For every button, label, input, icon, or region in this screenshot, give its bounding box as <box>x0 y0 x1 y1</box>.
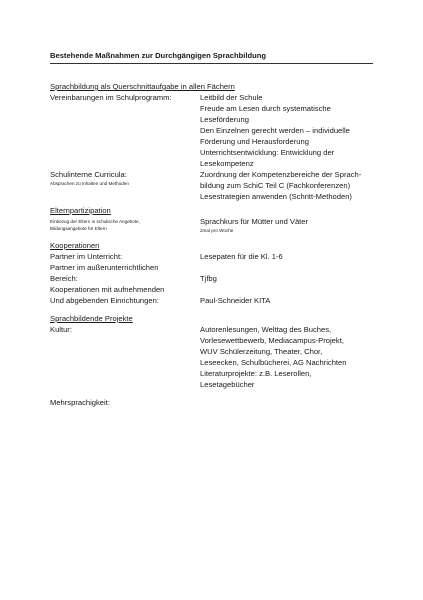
kultur-value: Lesetagebücher <box>200 380 255 389</box>
schulprogramm-value: Lesekompetenz <box>200 159 254 168</box>
curricula-label: Schulinterne Curricula: <box>50 170 127 179</box>
kooperation-value: Tjfbg <box>200 274 217 283</box>
kultur-value: Vorlesewettbewerb, Mediacampus-Projekt, <box>200 336 344 345</box>
kooperation-label: Partner im außerunterrichtlichen <box>50 263 159 272</box>
schulprogramm-value: Den Einzelnen gerecht werden – individuelle <box>200 126 350 135</box>
curricula-value: bildung zum SchiC Teil C (Fachkonferenzen) <box>200 181 351 190</box>
section-heading-eltern: Elternpartizipation <box>50 206 111 215</box>
schulprogramm-value: Leseförderung <box>200 115 249 124</box>
kooperation-label: Bereich: <box>50 274 78 283</box>
eltern-note: Bildungsangebote für Eltern <box>50 226 107 231</box>
curricula-note: Absprachen zu Inhalten und Methoden <box>50 181 129 186</box>
kooperation-label: Und abgebenden Einrichtungen: <box>50 296 159 305</box>
mehrsprachigkeit-label: Mehrsprachigkeit: <box>50 398 110 407</box>
kultur-value: Autorenlesungen, Welttag des Buches, <box>200 325 332 334</box>
eltern-note: Einbezug der Eltern in schulische Angebote, <box>50 219 140 224</box>
eltern-value-note: 2mal pro Woche <box>200 228 234 233</box>
schulprogramm-label: Vereinbarungen im Schulprogramm: <box>50 93 172 102</box>
schulprogramm-value: Unterrichtsentwicklung: Entwicklung der <box>200 148 335 157</box>
kultur-value: WUV Schülerzeitung, Theater, Chor, <box>200 347 323 356</box>
kooperation-label: Partner im Unterricht: <box>50 252 123 261</box>
schulprogramm-value: Förderung und Herausforderung <box>200 137 309 146</box>
curricula-value: Lesestrategien anwenden (Schritt-Methoden) <box>200 192 352 201</box>
kooperation-value: Paul-Schneider KITA <box>200 296 271 305</box>
schulprogramm-value: Freude am Lesen durch systematische <box>200 104 331 113</box>
title-divider <box>50 63 373 64</box>
section-heading-querschnitt: Sprachbildung als Querschnittaufgabe in allen Fächern <box>50 82 235 91</box>
eltern-value: Sprachkurs für Mütter und Väter <box>200 217 309 226</box>
section-heading-projekte: Sprachbildende Projekte <box>50 314 133 323</box>
kooperation-label: Kooperationen mit aufnehmenden <box>50 285 165 294</box>
kultur-value: Leseecken, Schulbücherei, AG Nachrichten <box>200 358 347 367</box>
kultur-value: Literaturprojekte: z.B. Leserollen, <box>200 369 312 378</box>
curricula-value: Zuordnung der Kompetenzbereiche der Sprach- <box>200 170 362 179</box>
kultur-label: Kultur: <box>50 325 72 334</box>
section-heading-kooperationen: Kooperationen <box>50 241 100 250</box>
kooperation-value: Lesepaten für die Kl. 1-6 <box>200 252 283 261</box>
schulprogramm-value: Leitbild der Schule <box>200 93 263 102</box>
page-title: Bestehende Maßnahmen zur Durchgängigen Sprachbildung <box>50 51 267 60</box>
